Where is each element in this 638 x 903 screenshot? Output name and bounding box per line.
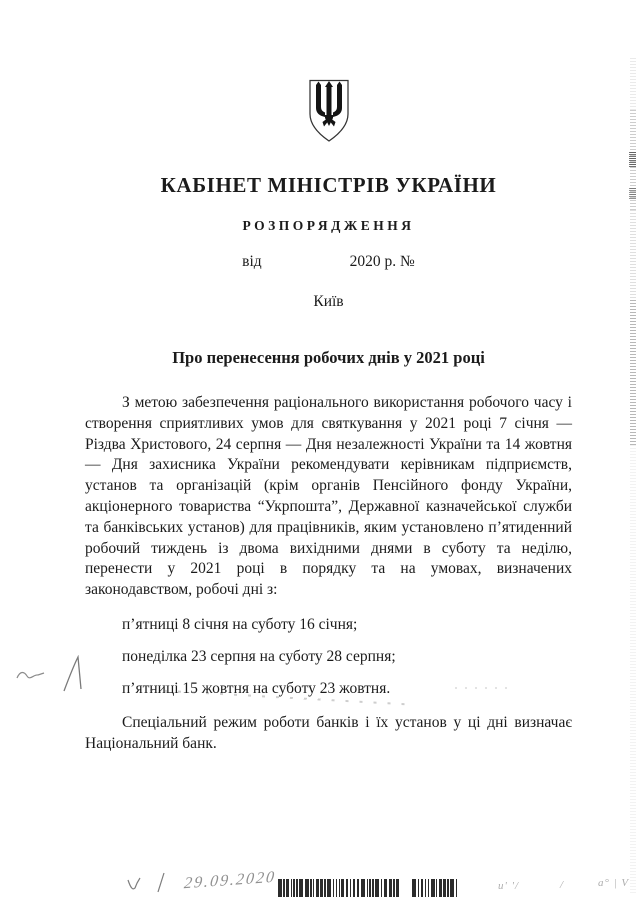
handwritten-lambda-mark	[62, 655, 84, 693]
scan-edge-artifact	[630, 58, 636, 110]
document-type-heading: РОЗПОРЯДЖЕННЯ	[242, 218, 415, 233]
scan-speck-line	[455, 687, 515, 689]
handwritten-check-mark	[127, 877, 141, 893]
document-title: Про перенесення робочих днів у 2021 році	[172, 348, 485, 367]
ukraine-trident-emblem-icon	[306, 77, 352, 145]
city-label: Київ	[313, 293, 344, 310]
scan-edge-artifact	[630, 445, 636, 895]
faint-handwritten-mark: u' '/	[498, 880, 520, 892]
handwritten-squiggle-mark	[16, 668, 46, 682]
handwritten-date: 29.09.2020	[183, 868, 277, 893]
emblem-container	[85, 77, 572, 150]
transfer-item: понеділка 23 серпня на суботу 28 серпня;	[122, 647, 396, 665]
body-paragraph: З метою забезпечення раціонального використання робочого часу і створення сприятливих умов для святкування у 2021 році 7 січня — Різдва Христового, 24 серпня — Дня незалежності України та 14 жовтня — Дня захисника України рекомендувати керівникам підприємств, установ та організацій (крім органів Пенсійного фонду України, акціонерного товариства “Укрпошта”, Державної казначейської служби та банківських установ) для працівників, яким установлено п’ятиденний робочий тиждень із двома вихідними днями в суботу та неділю, перенести у 2021 році в порядку та на умовах, визначених законодавством, робочі дні з:	[85, 394, 572, 599]
transfer-item: п’ятниці 8 січня на суботу 16 січня;	[122, 615, 358, 633]
faint-handwritten-mark: a° | V	[598, 877, 630, 889]
handwritten-slash-mark	[156, 872, 166, 894]
date-prefix: від	[242, 253, 262, 270]
scan-edge-artifact	[630, 210, 636, 300]
date-suffix: 2020 р. №	[349, 253, 415, 270]
barcode	[278, 879, 459, 897]
document-content	[85, 0, 572, 755]
faint-handwritten-mark: /	[560, 879, 565, 891]
scan-edge-blob	[629, 188, 636, 200]
org-name: КАБІНЕТ МІНІСТРІВ УКРАЇНИ	[160, 173, 497, 197]
date-line	[85, 253, 572, 271]
scan-edge-blob	[629, 152, 636, 167]
scan-edge-artifact	[630, 300, 636, 445]
closing-paragraph: Спеціальний режим роботи банків і їх установ у ці дні визначає Національний банк.	[85, 714, 572, 753]
transfer-item: п’ятниці 15 жовтня на суботу 23 жовтня.	[122, 679, 391, 697]
